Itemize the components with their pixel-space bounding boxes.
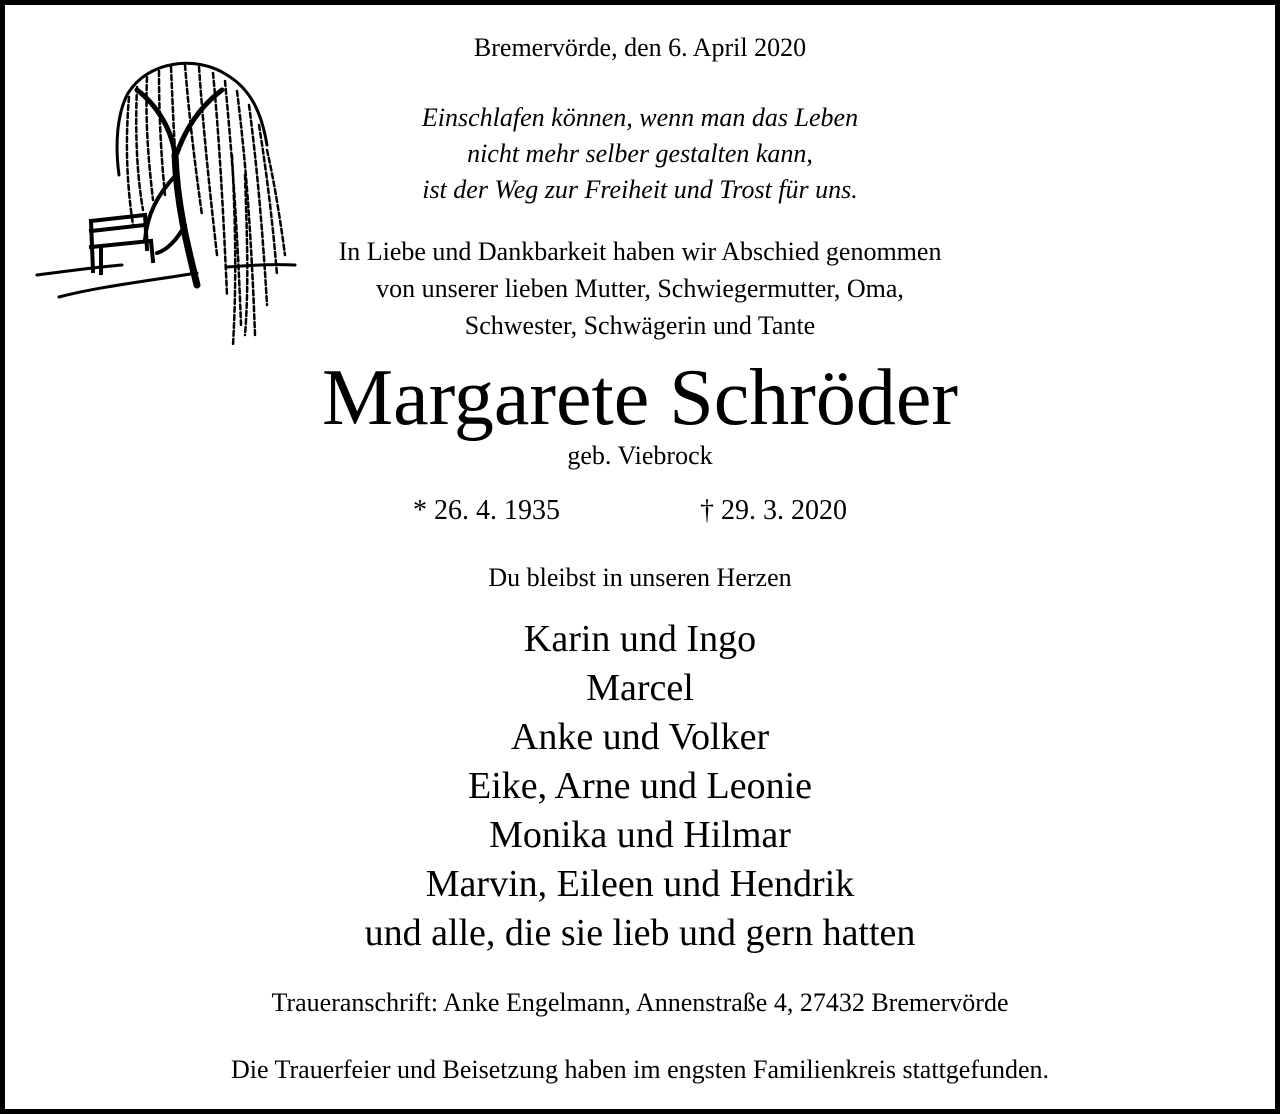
funeral-notice: Die Trauerfeier und Beisetzung haben im engsten Familienkreis stattgefunden. [230, 1055, 1050, 1084]
quote-line: ist der Weg zur Freiheit und Trost für uns. [422, 175, 858, 204]
birth-date: * 26. 4. 1935 [413, 495, 560, 526]
farewell-line: Schwester, Schwägerin und Tante [464, 311, 816, 340]
farewell-line: In Liebe und Dankbarkeit haben wir Abschied genommen [338, 237, 942, 266]
farewell-line: von unserer lieben Mutter, Schwiegermutter, Oma, [376, 274, 904, 303]
mourner-line: und alle, die sie lieb und gern hatten [364, 912, 916, 954]
memorial-motto: Du bleibst in unseren Herzen [488, 563, 792, 592]
death-date: † 29. 3. 2020 [700, 495, 847, 526]
mourners-list [5, 615, 1275, 958]
place-and-date: Bremervörde, den 6. April 2020 [473, 33, 807, 62]
mourner-line: Eike, Arne und Leonie [467, 765, 812, 807]
mourner-line: Marcel [586, 667, 694, 709]
quote-line: Einschlafen können, wenn man das Leben [421, 103, 859, 132]
deceased-name: Margarete Schröder [321, 354, 958, 442]
mourner-line: Marvin, Eileen und Hendrik [425, 863, 855, 905]
mourner-line: Karin und Ingo [523, 618, 757, 660]
maiden-name: geb. Viebrock [567, 441, 713, 470]
memorial-quote [5, 100, 1275, 208]
farewell-text [5, 233, 1275, 344]
quote-line: nicht mehr selber gestalten kann, [467, 139, 813, 168]
mourner-line: Monika und Hilmar [489, 814, 791, 856]
mourner-line: Anke und Volker [510, 716, 770, 758]
mourning-address: Traueranschrift: Anke Engelmann, Annenstraße 4, 27432 Bremervörde [271, 988, 1009, 1017]
